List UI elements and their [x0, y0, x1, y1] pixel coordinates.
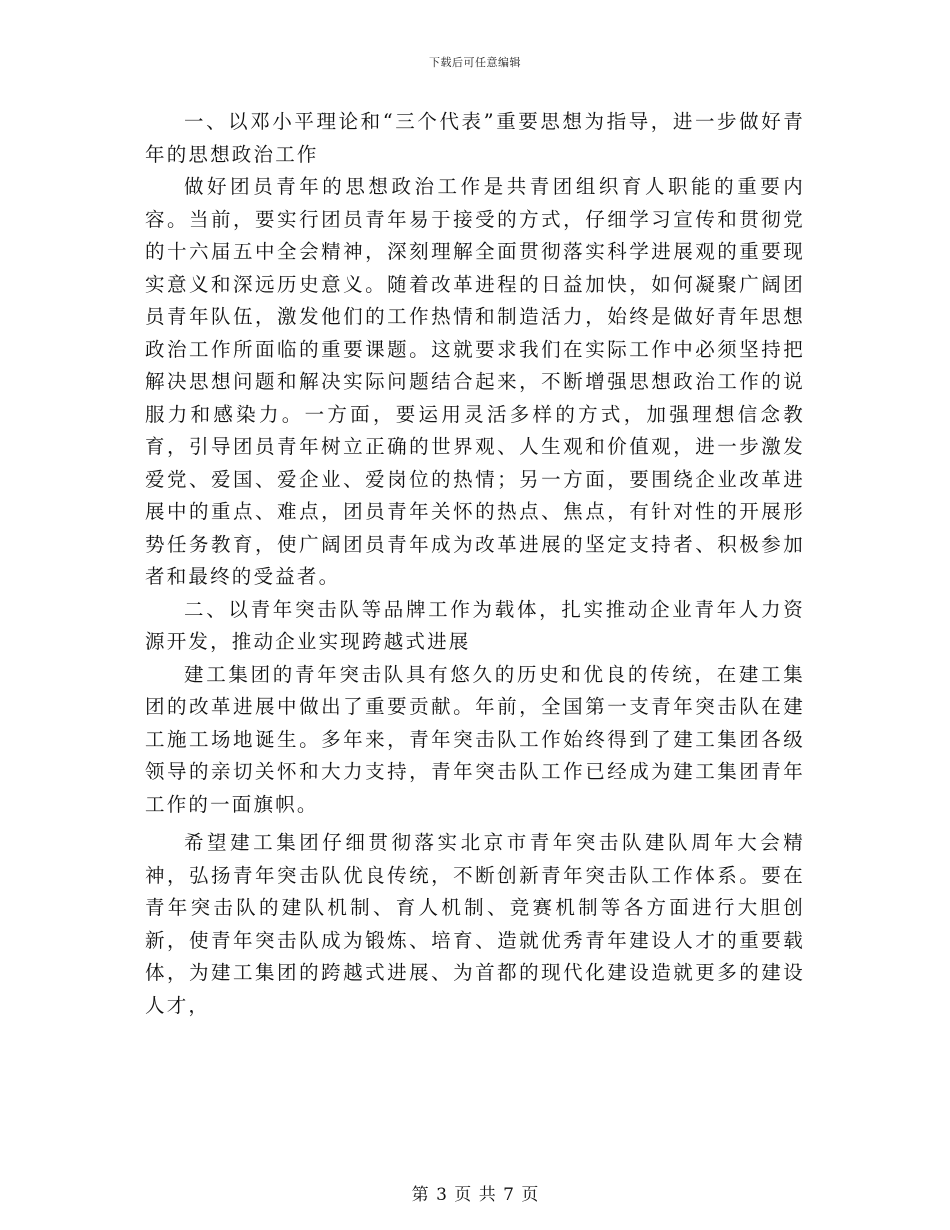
paragraph-youth-commando: 建工集团的青年突击队具有悠久的历史和优良的传统，在建工集团的改革进展中做出了重要贡献。年前，全国第一支青年突击队在建工施工场地诞生。多年来，青年突击队工作始终得到了建工集团各级领导的亲切关怀和大力支持，青年突击队工作已经成为建工集团青年工作的一面旗帜。: [145, 662, 805, 816]
paragraph-hope: 希望建工集团仔细贯彻落实北京市青年突击队建队周年大会精神，弘扬青年突击队优良传统，不断创新青年突击队工作体系。要在青年突击队的建队机制、育人机制、竞赛机制等各方面进行大胆创新，使青年突击队成为锻炼、培育、造就优秀青年建设人才的重要载体，为建工集团的跨越式进展、为首都的现代化建设造就更多的建设人才，: [145, 831, 805, 1017]
paragraph-ideology-work: 做好团员青年的思想政治工作是共青团组织育人职能的重要内容。当前，要实行团员青年易于接受的方式，仔细学习宣传和贯彻党的十六届五中全会精神，深刻理解全面贯彻落实科学进展观的重要现实意义和深远历史意义。随着改革进程的日益加快，如何凝聚广阔团员青年队伍，激发他们的工作热情和制造活力，始终是做好青年思想政治工作所面临的重要课题。这就要求我们在实际工作中必须坚持把解决思想问题和解决实际问题结合起来，不断增强思想政治工作的说服力和感染力。一方面，要运用灵活多样的方式，加强理想信念教育，引导团员青年树立正确的世界观、人生观和价值观，进一步激发爱党、爱国、爱企业、爱岗位的热情；另一方面，要围绕企业改革进展中的重点、难点，团员青年关怀的热点、焦点，有针对性的开展形势任务教育，使广阔团员青年成为改革进展的坚定支持者、积极参加者和最终的受益者。: [145, 175, 805, 588]
document-body: [145, 106, 805, 1022]
heading-section-two: 二、以青年突击队等品牌工作为载体，扎实推动企业青年人力资源开发，推动企业实现跨越式进展: [145, 597, 805, 653]
page-header: 下载后可任意编辑: [429, 56, 521, 69]
heading-section-one: 一、以邓小平理论和“三个代表”重要思想为指导，进一步做好青年的思想政治工作: [145, 110, 805, 166]
page-number: 第 3 页 共 7 页: [411, 1185, 539, 1205]
